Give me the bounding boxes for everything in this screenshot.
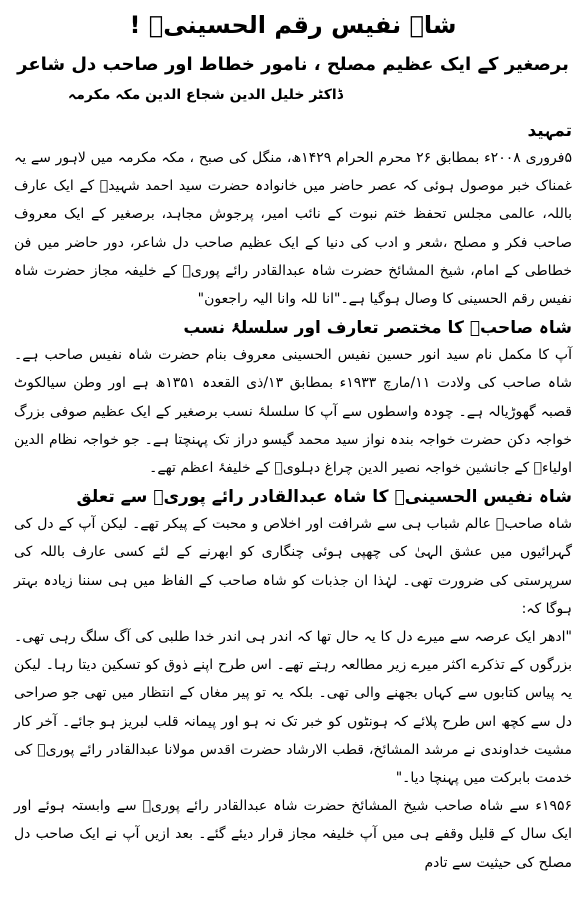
article-subtitle: برصغیر کے ایک عظیم مصلح ، نامور خطاط اور صاحب دل شاعر (17, 54, 569, 75)
closing-paragraph: ۱۹۵۶ء سے شاہ صاحب شیخ المشائخ حضرت شاہ عبدالقادر رائے پوریؒ سے وابستہ ہوئے اور ایک سال کے قلیل وقفے ہی میں آپ خلیفہ مجاز قرار دیئے گئے۔ بعد ازیں آپ نے ایک صاحب دل مصلح کی حیثیت سے تادم (14, 798, 572, 871)
section-heading-lineage: شاہ صاحبؒ کا مختصر تعارف اور سلسلۂ نسب (183, 318, 572, 339)
article-author: ڈاکٹر خلیل الدین شجاع الدین مکہ مکرمہ (68, 87, 343, 103)
section-heading-relation: شاہ نفیس الحسینیؒ کا شاہ عبدالقادر رائے پوریؒ سے تعلق (76, 487, 572, 508)
author-row (14, 80, 572, 106)
intro-paragraph: ۵فروری ۲۰۰۸ء بمطابق ۲۶ محرم الحرام ۱۴۲۹ھ، منگل کی صبح ، مکہ مکرمہ میں لاہور سے یہ غمناک خبر موصول ہوئی کہ عصر حاضر میں خانوادہ حضرت سید احمد شہیدؒ کے ایک عارف باللہ، عالمی مجلس تحفظ ختم نبوت کے نائب امیر، پرجوش مجاہد، برصغیر کے ایک معروف صاحب فکر و مصلح ،شعر و ادب کی دنیا کے ایک عظیم صاحب دل شاعر، دور حاضر میں فن خطاطی کے امام، شیخ المشائخ حضرت شاہ عبدالقادر رائے پوریؒ کے خلیفہ مجاز حضرت شاہ نفیس رقم الحسینی کا وصال ہوگیا ہے۔"انا للہ وانا الیہ راجعون" (14, 150, 572, 308)
section-heading-intro: تمہید (527, 121, 572, 141)
relation-paragraph: شاہ صاحبؒ عالم شباب ہی سے شرافت اور اخلاص و محبت کے پیکر تھے۔ لیکن آپ کے دل کی گہرائیوں میں عشق الہیٰ کی چھپی ہوئی چنگاری کو ابھرنے کے لئے کسی عارف باللہ کی سرپرستی کی ضرورت تھی۔ لہٰذا ان جذبات کو شاہ صاحب کے الفاظ میں ہی سننا زیادہ بہتر ہوگا کہ: (14, 516, 572, 617)
lineage-paragraph: آپ کا مکمل نام سید انور حسین نفیس الحسینی معروف بنام حضرت شاہ نفیس صاحب ہے۔ شاہ صاحب کی ولادت ۱۱/مارچ ۱۹۳۳ء بمطابق ۱۳/ذی القعدہ ۱۳۵۱ھ ہے اور وطن سیالکوٹ قصبہ گھوڑیالہ ہے۔ چودہ واسطوں سے آپ کا سلسلۂ نسب برصغیر کے ایک عظیم صوفی بزرگ خواجہ دکن حضرت خواجہ بندہ نواز سید محمد گیسو دراز تک پہنچتا ہے۔ جو خواجہ نظام الدین اولیاءؒ کے جانشین خواجہ نصیر الدین چراغ دہلویؒ کے خلیفۂ اعظم تھے۔ (14, 347, 572, 477)
quote-paragraph: "ادھر ایک عرصہ سے میرے دل کا یہ حال تھا کہ اندر ہی اندر خدا طلبی کی آگ سلگ رہی تھی۔ بزرگوں کے تذکرے اکثر میرے زیر مطالعہ رہتے تھے۔ اس طرح اپنے ذوق کو تسکین دیتا رہا۔ لیکن یہ پیاس کتابوں سے کہاں بجھنے والی تھی۔ بلکہ یہ تو پیر مغاں کے انتظار میں تھی جو صراحی دل سے کچھ اس طرح پلائے کہ ہونٹوں کو خبر تک نہ ہو اور پیمانہ قلب لبریز ہو جائے۔ آخر کار مشیت خداوندی نے مرشد المشائخ، قطب الارشاد حضرت اقدس مولانا عبدالقادر رائے پوریؒ کی خدمت بابرکت میں پہنچا دیا۔" (14, 629, 572, 787)
article-title: شاہ نفیس رقم الحسینیؒ ! (129, 11, 457, 39)
